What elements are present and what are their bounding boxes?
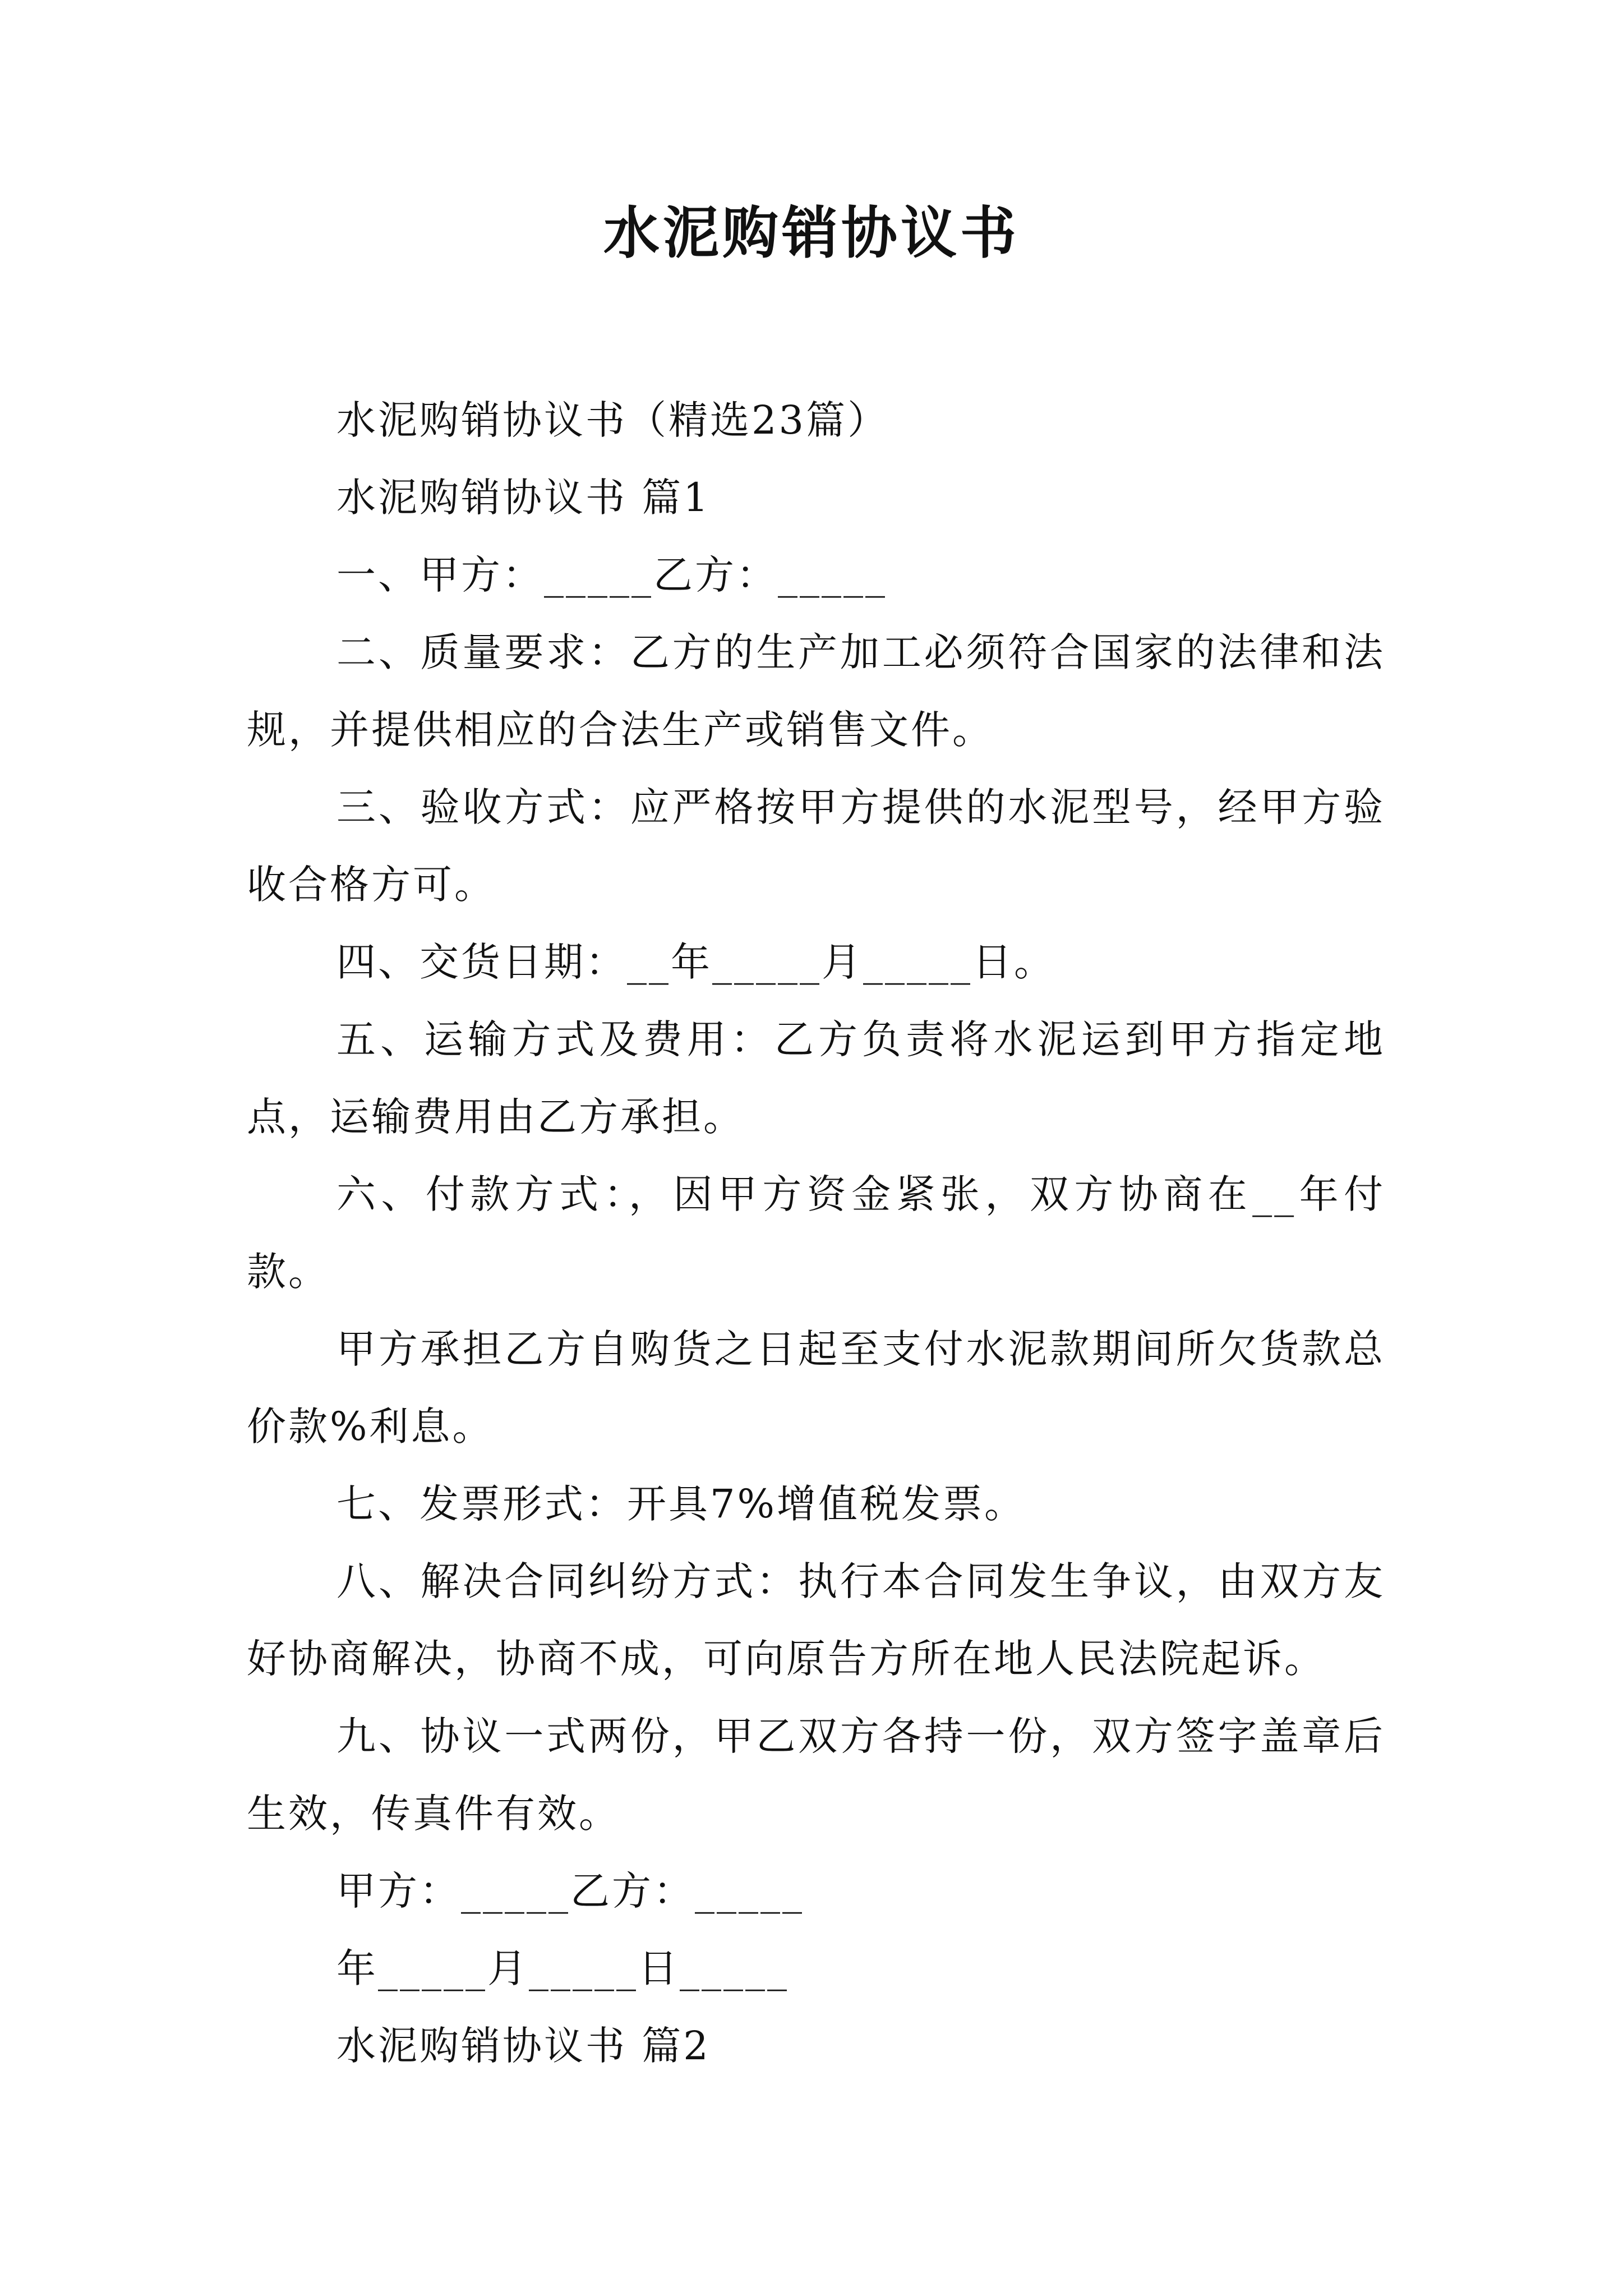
paragraph-parties: 一、甲方：_____乙方：_____ [336, 552, 887, 598]
paragraph-copies: 九、协议一式两份，甲乙双方各持一份，双方签字盖章后生效，传真件有效。 [247, 1713, 1385, 1837]
paragraph-payment: 六、付款方式：，因甲方资金紧张，双方协商在__年付款。 [247, 1171, 1385, 1295]
paragraph-transport: 五、运输方式及费用：乙方负责将水泥运到甲方指定地点，运输费用由乙方承担。 [247, 1016, 1385, 1140]
document-body [247, 381, 1385, 2085]
paragraph-acceptance: 三、验收方式：应严格按甲方提供的水泥型号，经甲方验收合格方可。 [247, 784, 1385, 908]
paragraph-collection-title: 水泥购销协议书（精选23篇） [336, 397, 889, 443]
paragraph-sign-date: 年_____月_____日_____ [336, 1945, 789, 1991]
paragraph-signatures: 甲方：_____乙方：_____ [336, 1868, 804, 1914]
paragraph-section-heading-2: 水泥购销协议书 篇2 [336, 2023, 711, 2069]
paragraph-section-heading-1: 水泥购销协议书 篇1 [336, 475, 711, 521]
paragraph-delivery-date: 四、交货日期：__年_____月_____日。 [336, 939, 1055, 985]
paragraph-invoice: 七、发票形式：开具7%增值税发票。 [336, 1481, 1026, 1527]
document-title: 水泥购销协议书 [603, 200, 1020, 266]
paragraph-quality: 二、质量要求：乙方的生产加工必须符合国家的法律和法规，并提供相应的合法生产或销售文件。 [247, 629, 1385, 753]
paragraph-interest: 甲方承担乙方自购货之日起至支付水泥款期间所欠货款总价款%利息。 [247, 1326, 1385, 1450]
paragraph-dispute: 八、解决合同纠纷方式：执行本合同发生争议，由双方友好协商解决，协商不成，可向原告方所在地人民法院起诉。 [247, 1558, 1385, 1682]
